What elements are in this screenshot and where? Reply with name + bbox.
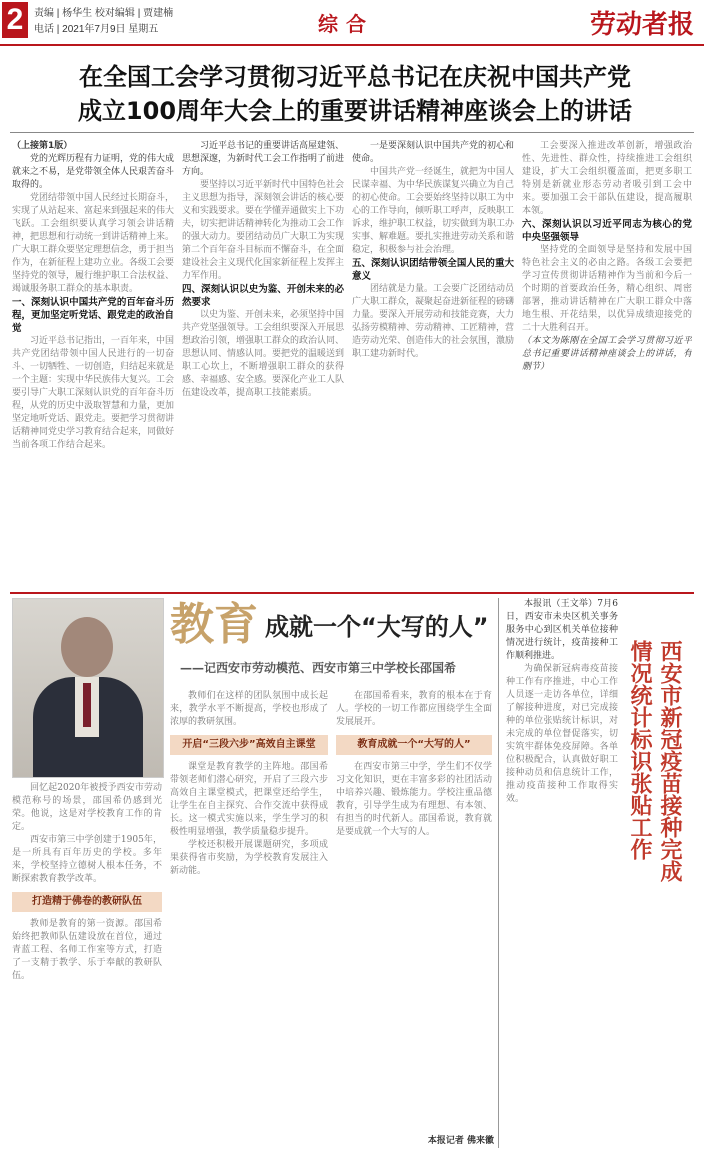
article-filler: 西安市第三中学创建于1905年，是一所具有百年历史的学校。多年来，学校坚持立德树人根本任务，不断探索教育教学改革。 — [12, 835, 162, 884]
article-paragraph: 习近平总书记的重要讲话高屋建瓴、思想深邃，为新时代工会工作指明了前进方向。 — [182, 141, 344, 177]
newspaper-brand: 劳动者报 — [589, 10, 694, 40]
section-heading: 五、深刻认识团结带领全国人民的重大意义 — [352, 258, 514, 282]
source-note: （本文为陈刚在全国工会学习贯彻习近平总书记重要讲话精神座谈会上的讲话，有删节） — [522, 336, 692, 372]
article-paragraph: 一是要深刻认识中国共产党的初心和使命。 — [352, 141, 514, 164]
article-filler: 在西安市第三中学，学生们不仅学习文化知识，更在丰富多彩的社团活动中培养兴趣、锻炼能力。学校注重品德教育，引导学生成为有理想、有本领、有担当的时代新人。邵国希说，教育就是要成就一个大写的人。 — [336, 762, 492, 837]
editor-line: 责编 | 杨华生 校对编辑 | 贾建楠 — [34, 8, 174, 19]
article-filler: 工会要深入推进改革创新，增强政治性、先进性、群众性，持续推进工会组织建设，扩大工会组织覆盖面，把更多职工特别是新就业形态劳动者吸引到工会中来。要加强工会干部队伍建设，提高履职本领。 — [522, 141, 692, 216]
headline-line-2: 成立100周年大会上的重要讲话精神座谈会上的讲话 — [77, 97, 633, 125]
section-heading: 六、深刻认识以习近平同志为核心的党中央坚强领导 — [522, 219, 692, 243]
article-filler: 教师们在这样的团队氛围中成长起来，教学水平不断提高，学校也形成了浓厚的教研氛围。 — [170, 691, 328, 727]
article-paragraph: 党的光辉历程有力证明，党的伟大成就来之不易，是党带领全体人民艰苦奋斗取得的。 — [12, 154, 174, 190]
article-filler: 回忆起2020年被授予西安市劳动模范称号的场景，邵国希仍感到光荣。他说，这是对学校教育工作的肯定。 — [12, 783, 162, 832]
feature-column-2 — [170, 690, 328, 1144]
date-line: 电话 | 2021年7月9日 星期五 — [34, 24, 159, 35]
article-filler: 以史为鉴、开创未来，必须坚持中国共产党坚强领导。工会组织要深入开展思想政治引领，增强职工群众的政治认同、思想认同、情感认同。要把党的温暖送到职工心坎上，不断增强职工群众的获得感、幸福感、安全感。要深化产业工人队伍建设改革，提高职工技能素质。 — [182, 310, 344, 398]
sidebar-title-1: 西安市新冠疫苗接种完成 — [657, 640, 682, 882]
article-filler: 团结就是力量。工会要广泛团结动员广大职工群众，凝聚起奋进新征程的磅礴力量。要深入开展劳动和技能竞赛，大力弘扬劳模精神、劳动精神、工匠精神，营造劳动光荣、创造伟大的社会氛围，激励职工建功新时代。 — [352, 284, 514, 359]
article-column-1 — [12, 140, 174, 588]
article-filler: 要坚持以习近平新时代中国特色社会主义思想为指导，深刻领会讲话的核心要义和实践要求。要在学懂弄通做实上下功夫，切实把讲话精神转化为推动工会工作的强大动力。要团结动员广大职工为实现第二个百年奋斗目标而不懈奋斗，在全面建设社会主义现代化国家新征程上发挥主力军作用。 — [182, 180, 344, 281]
page-number: 2 — [2, 2, 28, 38]
continued-tag: （上接第1版） — [12, 141, 73, 151]
feature-column-1 — [12, 782, 162, 1144]
sidebar-body — [506, 598, 618, 1144]
feature-title: 成就一个“大写的人” — [265, 613, 489, 641]
feature-divider — [10, 592, 694, 594]
headline-divider — [10, 132, 694, 133]
article-filler: 课堂是教育教学的主阵地。邵国希带领老师们潜心研究，开启了三段六步高效自主课堂模式，把课堂还给学生，让学生在自主探究、合作交流中获得成长。这一模式实施以来，学生学习的积极性明显增强，教学质量稳步提升。 — [170, 762, 328, 837]
article-column-4 — [522, 140, 692, 588]
section-heading: 一、深刻认识中国共产党的百年奋斗历程，更加坚定听党话、跟党走的政治自觉 — [12, 297, 174, 334]
feature-column-3 — [336, 690, 492, 1130]
section-banner: 教育成就一个“大写的人” — [336, 735, 492, 755]
article-filler: 习近平总书记指出，一百年来，中国共产党团结带领中国人民进行的一切奋斗、一切牺牲、一切创造，归结起来就是一个主题：实现中华民族伟大复兴。工会要引导广大职工深刻认识党的百年奋斗历程，从党的历史中汲取智慧和力量，更加坚定地听党话、跟党走。要把学习贯彻讲话精神同党史学习教育结合起来，同做好当前各项工作结合起来。 — [12, 336, 174, 450]
sidebar-title-2: 情况统计标识张贴工作 — [627, 640, 652, 860]
article-filler: 教师是教育的第一资源。邵国希始终把教师队伍建设放在首位，通过青蓝工程、名师工作室等方式，打造了一支精于教学、乐于奉献的教研队伍。 — [12, 919, 162, 981]
column-separator — [498, 598, 499, 1148]
article-filler: 党团结带领中国人民经过长期奋斗，实现了从站起来、富起来到强起来的伟大飞跃。工会组织要认真学习领会讲话精神，把思想和行动统一到讲话精神上来。广大职工群众要坚定理想信念，勇于担当作为，在新征程上建功立业。各级工会要坚持党的领导，履行维护职工合法权益、竭诚服务职工群众的基本职责。 — [12, 193, 174, 294]
feature-author: 本报记者 佛来徽 — [427, 1136, 494, 1146]
page-header — [0, 0, 704, 46]
sidebar-paragraph: 本报讯（王文举）7月6日，西安市未央区机关事务服务中心到区机关单位接种情况进行统计，疫苗接种工作顺利推进。 — [506, 599, 618, 661]
article-filler: 为确保新冠病毒疫苗接种工作有序推进，中心工作人员逐一走访各单位，详细了解接种进度，对已完成接种的单位张贴统计标识，对未完成的单位督促落实，切实筑牢群体免疫屏障。各单位积极配合，认真做好职工接种动员和信息统计工作，推动疫苗接种工作取得实效。 — [506, 664, 618, 804]
article-filler: 学校还积极开展课题研究，多项成果获得省市奖励，为学校教育发展注入新动能。 — [170, 840, 328, 876]
section-heading: 四、深刻认识以史为鉴、开创未来的必然要求 — [182, 284, 344, 308]
article-column-2 — [182, 140, 344, 588]
article-filler: 坚持党的全面领导是坚持和发展中国特色社会主义的必由之路。各级工会要把学习宣传贯彻讲话精神作为当前和今后一个时期的首要政治任务，精心组织、周密部署，推动讲话精神在广大职工群众中落地生根、开花结果，以优异成绩迎接党的二十大胜利召开。 — [522, 245, 692, 333]
feature-subtitle: ——记西安市劳动模范、西安市第三中学校长邵国希 — [180, 661, 457, 675]
article-filler: 在邵国希看来，教育的根本在于育人。学校的一切工作都应围绕学生全面发展展开。 — [336, 691, 492, 727]
article-filler: 中国共产党一经诞生，就把为中国人民谋幸福、为中华民族谋复兴确立为自己的初心使命。工会要始终坚持以职工为中心的工作导向，倾听职工呼声，反映职工诉求，维护职工权益，切实做到为职工办实事、解难题。要扎实推进劳动关系和谐稳定，积极参与社会治理。 — [352, 167, 514, 255]
article-column-3 — [352, 140, 514, 588]
section-banner: 打造精于佛卷的教研队伍 — [12, 892, 162, 912]
section-banner: 开启“三段六步”高效自主课堂 — [170, 735, 328, 755]
headline-line-1: 在全国工会学习贯彻习近平总书记在庆祝中国共产党 — [79, 63, 631, 91]
portrait-photo — [12, 598, 164, 778]
section-title: 综合 — [318, 12, 374, 36]
feature-big-title: 教育 — [170, 599, 258, 650]
